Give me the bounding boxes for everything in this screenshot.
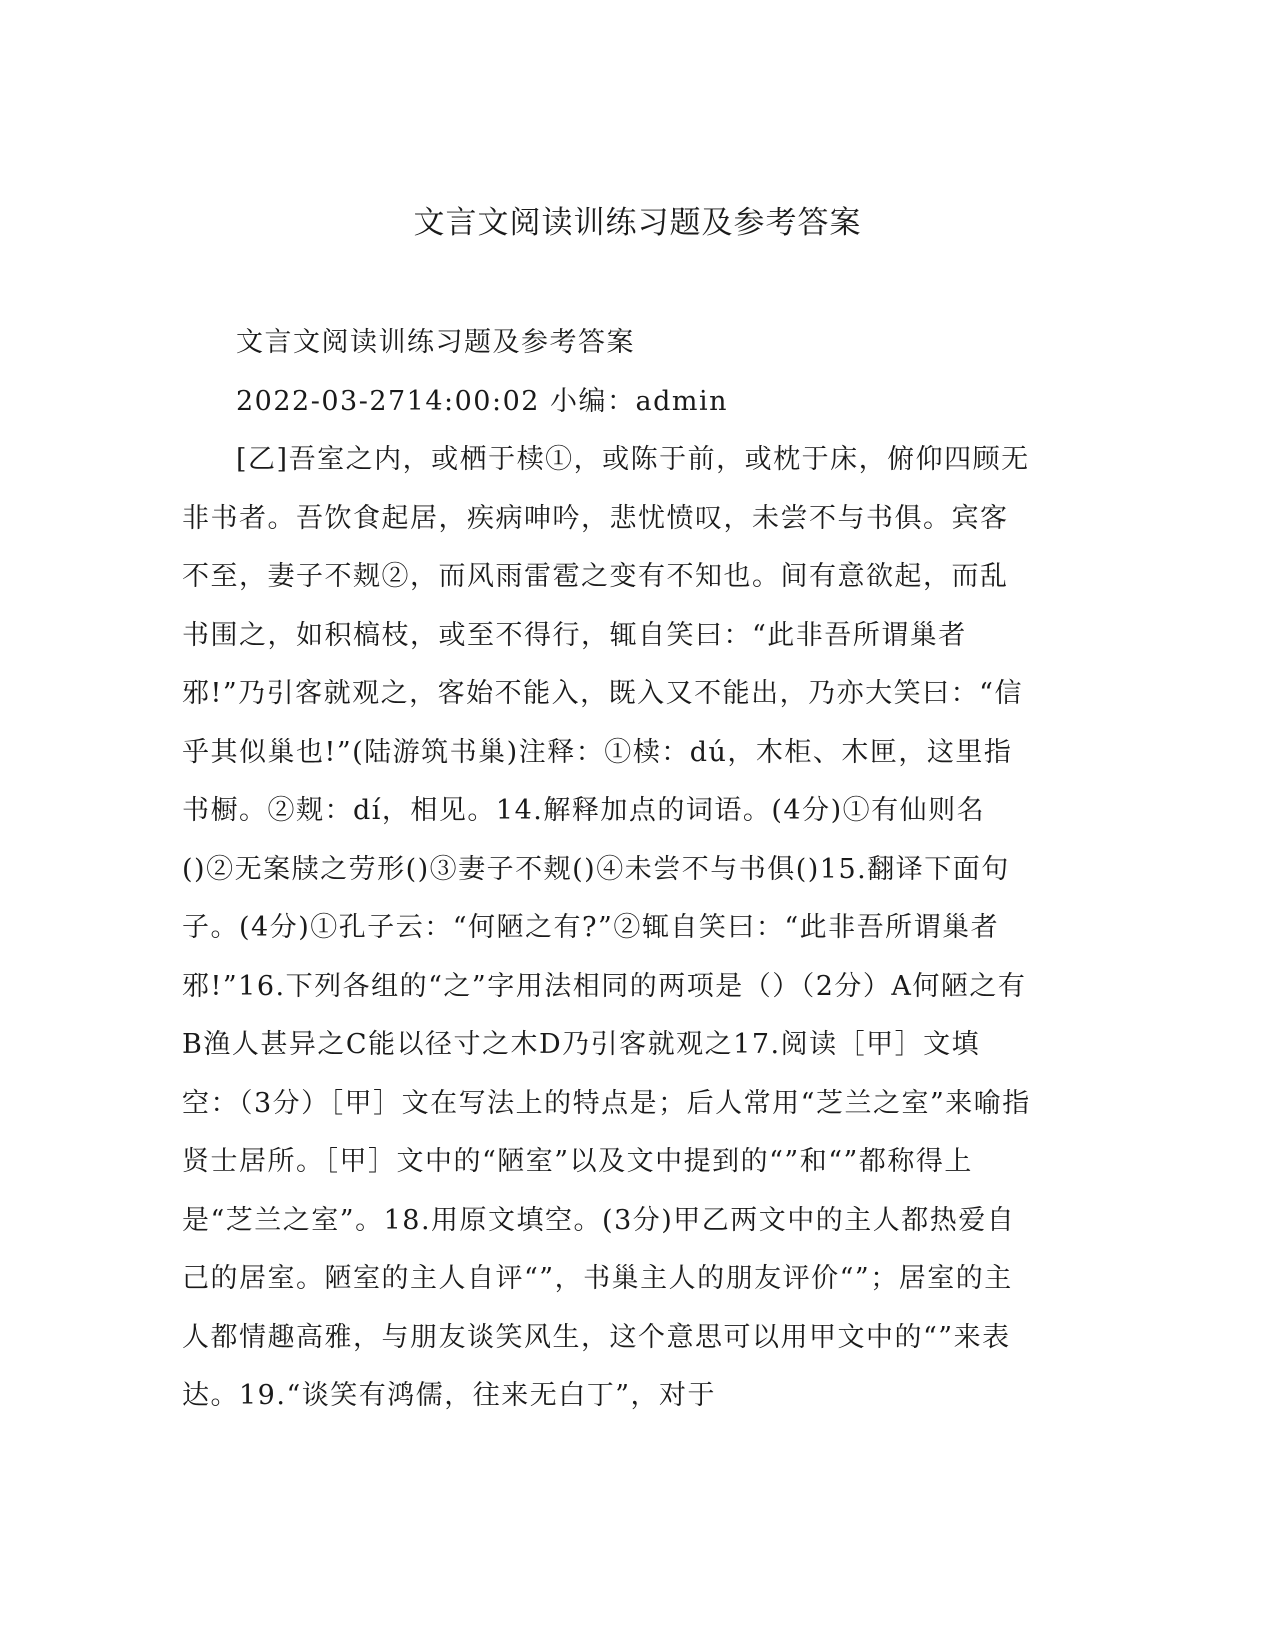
subtitle-paragraph: 文言文阅读训练习题及参考答案 — [236, 327, 635, 358]
content-paragraph: [乙]吾室之内，或栖于椟①，或陈于前，或枕于床，俯仰四顾无非书者。吾饮食起居，疾病呻吟，悲忧愤叹，未尝不与书俱。宾客不至，妻子不觌②，而风雨雷雹之变有不知也。间有意欲起，而乱书围之，如积槁枝，或至不得行，辄自笑曰：“此非吾所谓巢者邪!”乃引客就观之，客始不能入，既入又不能出，乃亦大笑曰：“信乎其似巢也!”(陆游筑书巢)注释：①椟：dú，木柜、木匣，这里指书橱。②觌：dí，相见。14.解释加点的词语。(4分)①有仙则名()②无案牍之劳形()③妻子不觌()④未尝不与书俱()15.翻译下面句子。(4分)①孔子云：“何陋之有?”②辄自笑曰：“此非吾所谓巢者邪!”16.下列各组的“之”字用法相同的两项是（）（2分）A何陋之有B渔人甚异之C能以径寸之木D乃引客就观之17.阅读［甲］文填空：（3分）［甲］文在写法上的特点是；后人常用“芝兰之室”来喻指贤士居所。［甲］文中的“陋室”以及文中提到的“”和“”都称得上是“芝兰之室”。18.用原文填空。(3分)甲乙两文中的主人都热爱自己的居室。陋室的主人自评“”，书巢主人的朋友评价“”；居室的主人都情趣高雅，与朋友谈笑风生，这个意思可以用甲文中的“”来表达。19.“谈笑有鸿儒，往来无白丁”，对于 — [182, 444, 1031, 1411]
meta-paragraph: 2022-03-2714:00:02 小编：admin — [236, 385, 729, 417]
document-title: 文言文阅读训练习题及参考答案 — [413, 205, 862, 241]
document-body — [182, 314, 1032, 1426]
